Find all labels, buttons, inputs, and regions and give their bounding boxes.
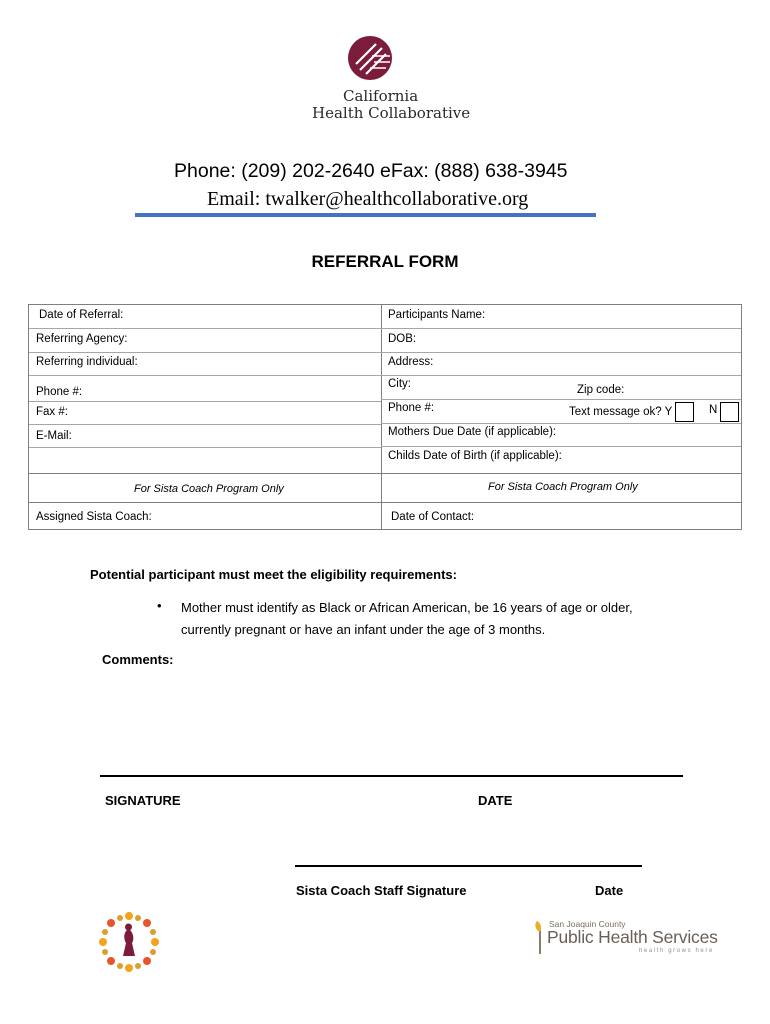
text-ok-no-label: N xyxy=(709,404,718,416)
program-note-left: For Sista Coach Program Only xyxy=(134,483,284,495)
signature-line[interactable] xyxy=(100,775,683,777)
email-label: E-Mail: xyxy=(36,430,72,442)
childs-date-of-birth-label: Childs Date of Birth (if applicable): xyxy=(388,450,562,462)
phs-sprout-icon xyxy=(533,920,547,954)
row-divider xyxy=(29,401,381,402)
signature-label: SIGNATURE xyxy=(105,793,181,808)
row-divider xyxy=(381,446,741,447)
zip-code-label: Zip code: xyxy=(577,384,625,396)
assigned-sista-coach-label: Assigned Sista Coach: xyxy=(36,511,152,523)
row-divider xyxy=(29,375,741,376)
referring-agency-label: Referring Agency: xyxy=(36,333,128,345)
date-of-referral-label: Date of Referral: xyxy=(39,309,124,321)
phs-tagline-text: health grows here xyxy=(639,948,714,954)
comments-label: Comments: xyxy=(102,652,174,667)
staff-signature-label: Sista Coach Staff Signature xyxy=(296,883,467,898)
row-divider xyxy=(29,424,381,425)
staff-date-label: Date xyxy=(595,883,624,898)
row-divider xyxy=(381,399,741,400)
dob-label: DOB: xyxy=(388,333,417,345)
referral-form-table xyxy=(28,304,742,530)
row-divider xyxy=(381,423,741,424)
city-label: City: xyxy=(388,378,411,390)
sista-coach-circle-logo-icon xyxy=(97,910,161,974)
phone-label-left: Phone #: xyxy=(36,386,83,398)
logo-text-line2: Health Collaborative xyxy=(312,104,471,122)
text-ok-yes-checkbox[interactable] xyxy=(675,402,694,422)
logo-text-line1: California xyxy=(343,87,419,105)
form-title: REFERRAL FORM xyxy=(311,252,459,271)
address-label: Address: xyxy=(388,356,434,368)
mothers-due-date-label: Mothers Due Date (if applicable): xyxy=(388,426,557,438)
phs-name-text: Public Health Services xyxy=(547,927,718,947)
text-message-ok-label: Text message ok? Y xyxy=(569,406,673,418)
referring-individual-label: Referring individual: xyxy=(36,356,138,368)
header-divider xyxy=(135,213,596,217)
row-divider xyxy=(29,502,741,503)
row-divider xyxy=(29,328,741,329)
date-label: DATE xyxy=(478,793,513,808)
fax-label: Fax #: xyxy=(36,406,68,418)
california-health-collaborative-logo-icon xyxy=(346,34,394,82)
row-divider xyxy=(29,352,741,353)
contact-email: Email: twalker@healthcollaborative.org xyxy=(207,188,529,210)
staff-signature-line[interactable] xyxy=(295,865,642,867)
phs-county-text: San Joaquin County xyxy=(549,919,626,929)
eligibility-heading: Potential participant must meet the eligibility requirements: xyxy=(90,567,457,582)
text-ok-no-checkbox[interactable] xyxy=(720,402,739,422)
phone-label-right: Phone #: xyxy=(388,402,435,414)
contact-phone-fax: Phone: (209) 202-2640 eFax: (888) 638-3945 xyxy=(174,160,568,182)
row-divider xyxy=(29,473,741,474)
bullet-marker: • xyxy=(157,598,162,613)
date-of-contact-label: Date of Contact: xyxy=(391,511,475,523)
public-health-services-logo xyxy=(533,918,723,958)
participants-name-label: Participants Name: xyxy=(388,309,486,321)
program-note-right: For Sista Coach Program Only xyxy=(488,481,638,493)
column-divider xyxy=(381,305,382,529)
row-divider xyxy=(29,447,381,448)
eligibility-requirement: Mother must identify as Black or African American, be 16 years of age or older, currently pregnant or have an infant under the age of 3 months. xyxy=(181,600,633,637)
